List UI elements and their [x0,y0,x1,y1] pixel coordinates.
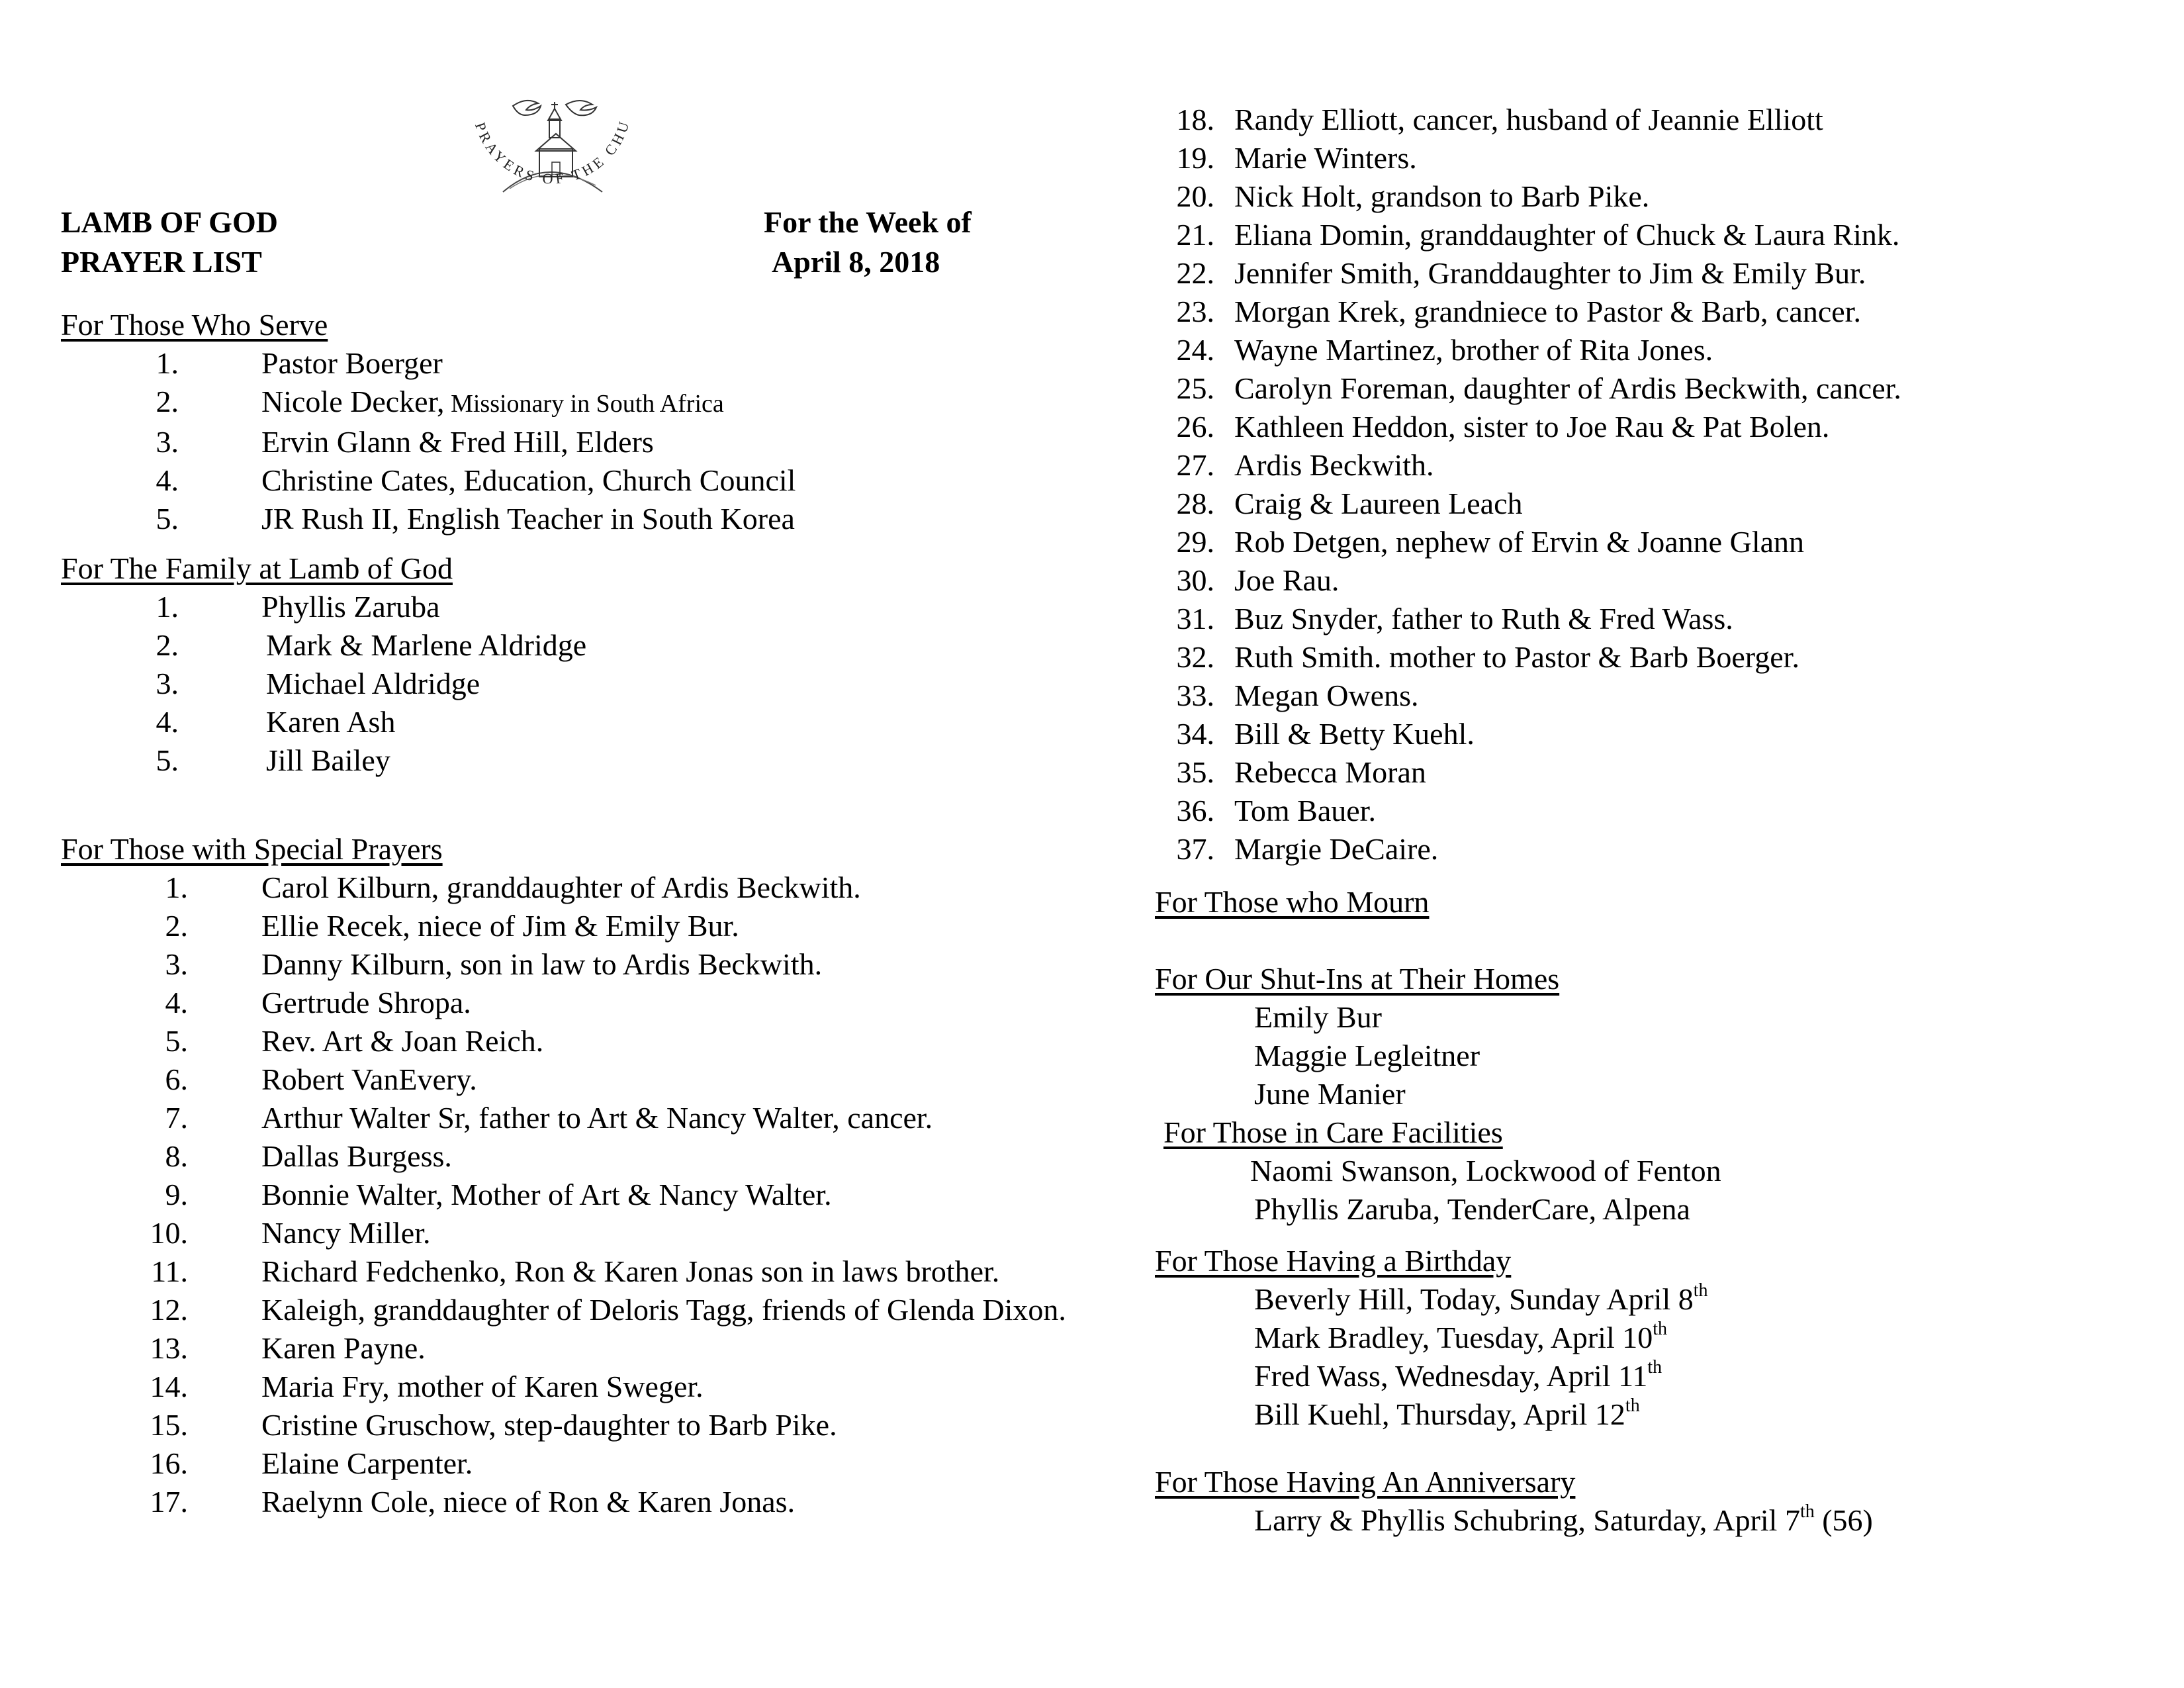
item-number: 27. [1176,448,1214,482]
item-text: Ardis Beckwith. [1234,448,1434,482]
item-number: 4. [156,463,179,497]
list-item: Emily Bur [1254,1000,1382,1034]
section-heading-shutins: For Our Shut-Ins at Their Homes [1155,962,1560,996]
item-text: Megan Owens. [1234,679,1419,712]
list-item [1254,1280,1708,1319]
list-item [1155,177,2148,216]
list-item [152,741,586,780]
list-item [1155,216,2148,254]
item-number: 28. [1176,487,1214,520]
list-item [152,461,796,500]
list-item [1155,485,2148,523]
item-text: Raelynn Cole, niece of Ron & Karen Jonas. [261,1485,796,1519]
list-item [1155,254,2148,293]
item-number: 3. [156,667,179,700]
item-number: 2. [156,628,179,662]
family-list [152,588,586,780]
item-number: 36. [1176,794,1214,827]
item-text: Jill Bailey [266,743,390,777]
list-item [152,588,586,626]
page-title-line2: PRAYER LIST [61,245,262,279]
item-number: 8. [165,1139,188,1173]
item-text: Nick Holt, grandson to Barb Pike. [1234,179,1650,213]
item-text: Buz Snyder, father to Ruth & Fred Wass. [1234,602,1733,635]
list-item [152,907,1079,945]
birthday-list [1254,1280,1708,1434]
item-note: Missionary in South Africa [444,390,724,418]
list-item [1155,523,2148,561]
item-number: 5. [156,502,179,536]
item-number: 26. [1176,410,1214,444]
item-text: Margie DeCaire. [1234,832,1439,866]
list-item [152,1444,1079,1483]
page-title-line1: LAMB OF GOD [61,205,278,239]
item-text: Randy Elliott, cancer, husband of Jeannie Elliott [1234,103,1823,136]
ordinal-suffix: th [1799,1501,1815,1522]
item-text: Pastor Boerger [261,346,443,380]
item-text: Kaleigh, granddaughter of Deloris Tagg, friends of Glenda Dixon. [261,1293,1066,1327]
list-item [1155,331,2148,369]
item-number: 29. [1176,525,1214,559]
item-text: Nancy Miller. [261,1216,431,1250]
svg-text:PRAYERS OF THE CHURCH: PRAYERS OF THE CHU [471,117,633,187]
item-number: 31. [1176,602,1214,635]
ordinal-suffix: th [1693,1280,1708,1301]
item-text: Joe Rau. [1234,563,1340,597]
item-number: 1. [165,870,188,904]
section-heading-birthday: For Those Having a Birthday [1155,1244,1512,1278]
care-list [1250,1152,1721,1229]
item-text: Rev. Art & Joan Reich. [261,1024,544,1058]
item-text: Mark Bradley, Tuesday, April 10 [1254,1321,1653,1354]
week-date: April 8, 2018 [772,245,940,279]
item-number: 11. [151,1254,188,1288]
item-text: Bill Kuehl, Thursday, April 12 [1254,1397,1625,1431]
item-number: 3. [156,425,179,459]
item-text: Craig & Laureen Leach [1234,487,1523,520]
list-item [152,423,796,461]
section-heading-serve: For Those Who Serve [61,308,328,342]
list-item [152,1483,1079,1521]
list-item [152,1060,1079,1099]
list-item [1155,677,2148,715]
item-text: Karen Ash [266,705,396,739]
item-text: Michael Aldridge [266,667,480,700]
item-number: 3. [165,947,188,981]
item-text: Tom Bauer. [1234,794,1376,827]
list-item [152,868,1079,907]
item-text: Richard Fedchenko, Ron & Karen Jonas son in laws brother. [261,1254,1000,1288]
item-number: 35. [1176,755,1214,789]
item-number: 1. [156,590,179,624]
list-item [152,1368,1079,1406]
serve-list [152,344,796,538]
item-text: Ellie Recek, niece of Jim & Emily Bur. [261,909,739,943]
item-number: 4. [156,705,179,739]
item-text: Bill & Betty Kuehl. [1234,717,1475,751]
item-text: Phyllis Zaruba [261,590,440,624]
item-text: Morgan Krek, grandniece to Pastor & Barb, cancer. [1234,295,1861,328]
list-item [1254,1395,1708,1434]
item-number: 25. [1176,371,1214,405]
list-item: Maggie Legleitner [1254,1039,1480,1072]
item-number: 21. [1176,218,1214,252]
list-item [152,1291,1079,1329]
list-item [1155,715,2148,753]
item-text: JR Rush II, English Teacher in South Korea [261,502,795,536]
section-heading-special: For Those with Special Prayers [61,832,443,866]
item-text: Arthur Walter Sr, father to Art & Nancy Walter, cancer. [261,1101,933,1135]
list-item [1155,101,2148,139]
list-item [152,1214,1079,1252]
item-number: 23. [1176,295,1214,328]
list-item [1155,369,2148,408]
special-prayers-list-continued [1155,101,2148,868]
item-text: Gertrude Shropa. [261,986,471,1019]
item-text: Rebecca Moran [1234,755,1426,789]
item-text: Bonnie Walter, Mother of Art & Nancy Walter. [261,1178,832,1211]
item-number: 22. [1176,256,1214,290]
item-text: Wayne Martinez, brother of Rita Jones. [1234,333,1713,367]
item-text: Marie Winters. [1234,141,1417,175]
list-item [152,945,1079,984]
item-text: Christine Cates, Education, Church Council [261,463,796,497]
church-logo [457,93,649,232]
list-item [152,383,796,423]
item-number: 20. [1176,179,1214,213]
item-number: 34. [1176,717,1214,751]
week-label: For the Week of [764,205,972,239]
item-text: Eliana Domin, granddaughter of Chuck & Laura Rink. [1234,218,1900,252]
list-item [1155,408,2148,446]
list-item [152,1329,1079,1368]
ordinal-suffix: th [1647,1356,1662,1378]
list-item [1155,600,2148,638]
item-number: 24. [1176,333,1214,367]
list-item: Naomi Swanson, Lockwood of Fenton [1250,1154,1721,1188]
list-item [1155,753,2148,792]
item-number: 17. [150,1485,188,1519]
item-number: 1. [156,346,179,380]
list-item [152,984,1079,1022]
item-text: Danny Kilburn, son in law to Ardis Beckwith. [261,947,823,981]
list-item [1155,830,2148,868]
section-heading-care: For Those in Care Facilities [1163,1115,1503,1149]
list-item [152,626,586,665]
item-number: 32. [1176,640,1214,674]
list-item [1155,638,2148,677]
item-number: 2. [165,909,188,943]
item-text: Larry & Phyllis Schubring, Saturday, April 7 [1254,1503,1800,1537]
list-item [1155,561,2148,600]
item-text: Elaine Carpenter. [261,1446,473,1480]
list-item: June Manier [1254,1077,1406,1111]
list-item [1155,792,2148,830]
item-text: Rob Detgen, nephew of Ervin & Joanne Glann [1234,525,1805,559]
item-text: Kathleen Heddon, sister to Joe Rau & Pat Bolen. [1234,410,1830,444]
item-text: Ruth Smith. mother to Pastor & Barb Boerger. [1234,640,1799,674]
section-heading-anniversary: For Those Having An Anniversary [1155,1465,1576,1499]
item-number: 30. [1176,563,1214,597]
section-heading-family: For The Family at Lamb of God [61,551,453,585]
item-text: Ervin Glann & Fred Hill, Elders [261,425,654,459]
item-number: 9. [165,1178,188,1211]
list-item [1155,293,2148,331]
list-item [152,1099,1079,1137]
list-item [152,1022,1079,1060]
item-number: 19. [1176,141,1214,175]
item-number: 33. [1176,679,1214,712]
list-item [152,1252,1079,1291]
section-heading-mourn: For Those who Mourn [1155,885,1430,919]
item-text: Maria Fry, mother of Karen Sweger. [261,1370,704,1403]
item-number: 10. [150,1216,188,1250]
item-text: Beverly Hill, Today, Sunday April 8 [1254,1282,1694,1316]
shutins-list [1254,998,1480,1113]
item-text: Fred Wass, Wednesday, April 11 [1254,1359,1648,1393]
list-item [152,703,586,741]
item-number: 12. [150,1293,188,1327]
item-text: Nicole Decker, [261,385,445,418]
item-number: 2. [156,385,179,418]
list-item [1254,1501,1873,1540]
list-item [1254,1357,1708,1395]
item-text: Jennifer Smith, Granddaughter to Jim & Emily Bur. [1234,256,1866,290]
list-item [152,1406,1079,1444]
item-text: Dallas Burgess. [261,1139,452,1173]
list-item [152,500,796,538]
list-item [1254,1319,1708,1357]
special-prayers-list [152,868,1079,1521]
anniversary-list [1254,1501,1873,1540]
item-text: Mark & Marlene Aldridge [266,628,587,662]
item-number: 16. [150,1446,188,1480]
item-number: 4. [165,986,188,1019]
list-item: Phyllis Zaruba, TenderCare, Alpena [1254,1192,1690,1226]
church-dove-icon [457,93,649,232]
list-item [152,1176,1079,1214]
item-number: 6. [165,1062,188,1096]
item-text: Carolyn Foreman, daughter of Ardis Beckwith, cancer. [1234,371,1901,405]
item-number: 18. [1176,103,1214,136]
item-text: Carol Kilburn, granddaughter of Ardis Beckwith. [261,870,861,904]
item-number: 37. [1176,832,1214,866]
item-text: Cristine Gruschow, step-daughter to Barb Pike. [261,1408,837,1442]
item-text: Karen Payne. [261,1331,426,1365]
item-suffix: (56) [1814,1503,1873,1537]
item-number: 15. [150,1408,188,1442]
list-item [1155,139,2148,177]
ordinal-suffix: th [1653,1318,1668,1339]
item-number: 7. [165,1101,188,1135]
ordinal-suffix: th [1625,1395,1640,1416]
item-number: 5. [165,1024,188,1058]
item-text: Robert VanEvery. [261,1062,477,1096]
list-item [152,665,586,703]
item-number: 14. [150,1370,188,1403]
item-number: 5. [156,743,179,777]
item-number: 13. [150,1331,188,1365]
list-item [152,344,796,383]
list-item [1155,446,2148,485]
list-item [152,1137,1079,1176]
